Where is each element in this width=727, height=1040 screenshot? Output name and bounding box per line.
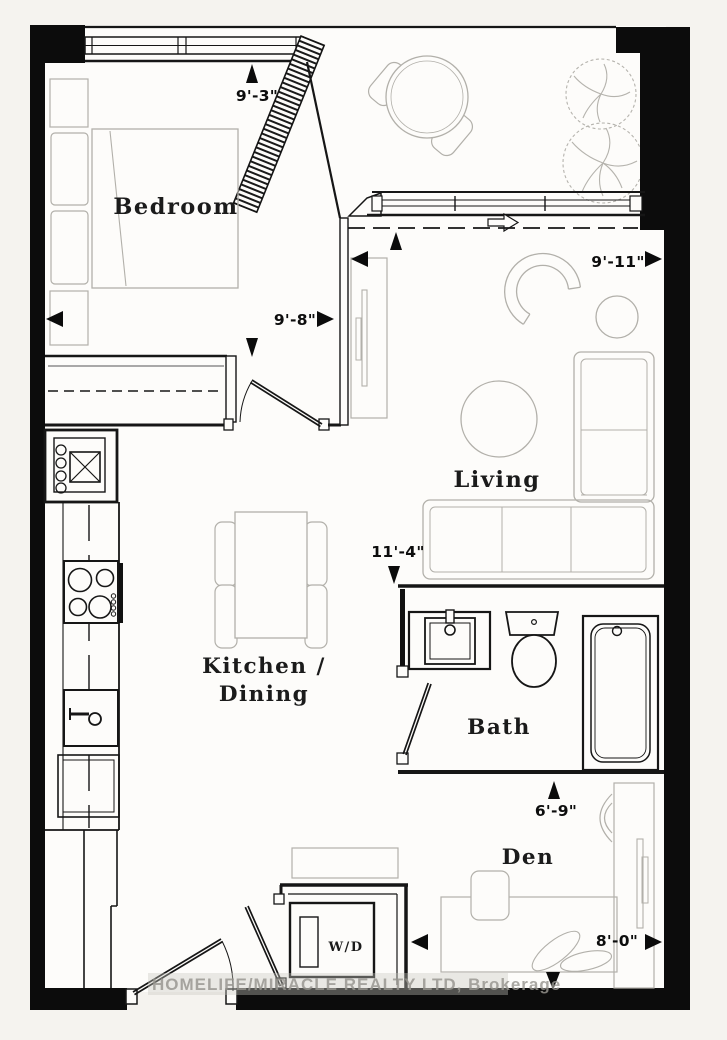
dim-bedroom-width: 9'-8" (273, 311, 317, 329)
bottom-wall-left (30, 988, 127, 1010)
dining-chair (305, 585, 327, 648)
den-label: Den (501, 845, 555, 870)
door-jamb (224, 419, 233, 430)
dim-living-width: 9'-11" (591, 253, 645, 271)
balcony-right-wall (640, 27, 690, 230)
kitchen-label-line2: Dining (218, 682, 310, 707)
den-chair-symbol (471, 871, 509, 920)
bedroom-label: Bedroom (113, 194, 239, 220)
left-wall (30, 25, 45, 1010)
cooktop-symbol (64, 561, 123, 623)
bath-left-wall (400, 589, 405, 671)
top-right-wall-step (616, 27, 642, 53)
dim-den-width: 8'-0" (595, 932, 639, 950)
dim-den-depth: 6'-9" (534, 802, 578, 820)
dining-chair (215, 522, 237, 586)
dining-chair (215, 585, 237, 648)
dining-table (235, 512, 307, 638)
right-wall (664, 230, 690, 1010)
dining-set-symbol (215, 512, 327, 648)
bathtub-symbol (583, 616, 658, 770)
top-left-wall (30, 25, 85, 63)
laundry-label: W/D (328, 940, 364, 955)
watermark (148, 973, 561, 995)
door-jamb (319, 419, 329, 430)
living-label: Living (453, 467, 541, 493)
dim-living-depth: 11'-4" (371, 543, 425, 561)
dim-bedroom-depth: 9'-3" (235, 87, 279, 105)
washer-dryer-symbol (290, 903, 374, 977)
kitchen-label-line1: Kitchen / (202, 654, 326, 679)
oven-handle (119, 563, 123, 623)
door-jamb (397, 666, 408, 677)
kitchen-sink-symbol (64, 690, 118, 746)
bath-label: Bath (467, 715, 531, 740)
dining-chair (305, 522, 327, 586)
living-wall (340, 218, 348, 425)
watermark-text: HOMELIFE/MIRACLE REALTY LTD, Brokerage (152, 975, 562, 994)
floor-area (38, 26, 666, 992)
door-jamb (274, 894, 284, 904)
